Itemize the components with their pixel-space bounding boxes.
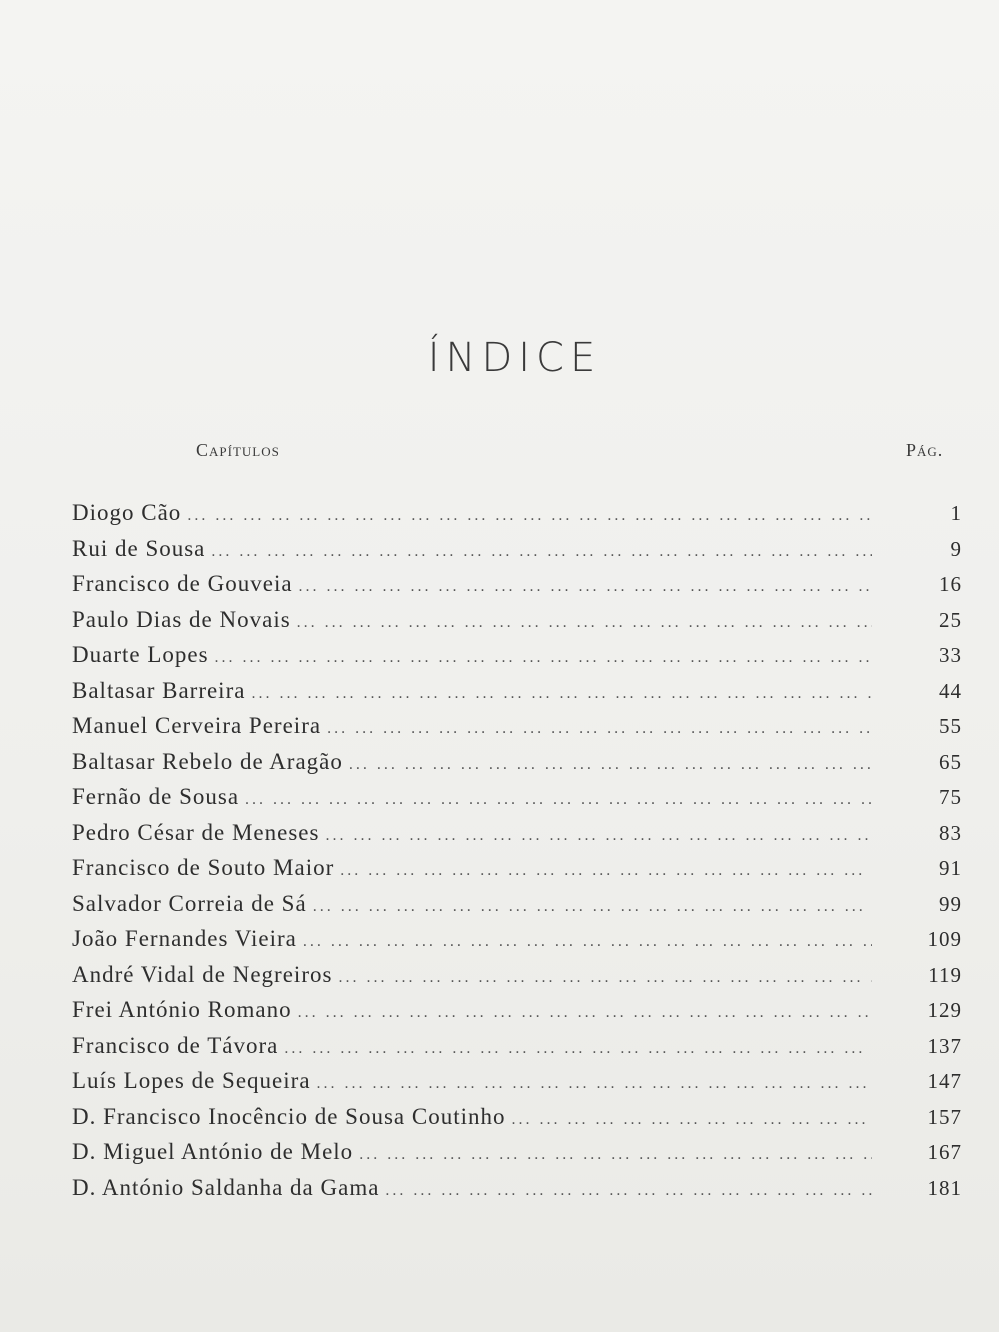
toc-entry — [72, 536, 962, 572]
toc-entry-page: 99 — [939, 891, 962, 916]
toc-entry-page: 167 — [927, 1140, 962, 1164]
toc-entry-title: Manuel Cerveira Pereira — [72, 713, 322, 738]
toc-entry-page: 1 — [950, 501, 962, 525]
toc-entry-title: Baltasar Rebelo de Aragão — [72, 748, 343, 774]
chapters-column-header: Capítulos — [196, 440, 280, 460]
dot-leader — [511, 1111, 872, 1129]
toc-entry-page: 9 — [950, 536, 962, 561]
table-of-contents — [72, 500, 962, 1210]
toc-entry-title: Francisco de Gouveia — [72, 571, 293, 596]
toc-entry-page: 55 — [939, 714, 962, 738]
toc-entry-title: João Fernandes Vieira — [72, 926, 297, 951]
toc-entry-title: D. Francisco Inocêncio de Sousa Coutinho — [72, 1103, 506, 1129]
page-column-header: Pág. — [906, 440, 944, 460]
dot-leader — [187, 507, 872, 525]
toc-entry-page: 83 — [939, 820, 962, 845]
toc-entry — [72, 678, 962, 714]
toc-entry — [72, 997, 962, 1033]
toc-entry-title: Francisco de Souto Maior — [72, 855, 335, 880]
dot-leader — [313, 898, 872, 916]
toc-entry-page: 91 — [939, 856, 962, 880]
toc-entry — [72, 571, 962, 607]
toc-entry-title: Duarte Lopes — [72, 642, 209, 667]
dot-leader — [317, 1075, 872, 1093]
toc-entry — [72, 500, 962, 536]
toc-entry — [72, 749, 962, 785]
toc-entry-page: 75 — [939, 785, 962, 809]
dot-leader — [297, 614, 872, 632]
dot-leader — [299, 578, 872, 596]
toc-entry-title: Baltasar Barreira — [72, 677, 246, 703]
toc-entry — [72, 855, 962, 891]
toc-entry-page: 16 — [939, 572, 962, 596]
toc-entry — [72, 1104, 962, 1140]
toc-entry-page: 129 — [927, 998, 962, 1022]
toc-entry-title: D. Miguel António de Melo — [72, 1139, 354, 1164]
toc-entry-title: Salvador Correia de Sá — [72, 890, 307, 916]
toc-entry — [72, 1033, 962, 1069]
dot-leader — [340, 862, 872, 880]
dot-leader — [284, 1040, 872, 1058]
dot-leader — [338, 969, 872, 987]
toc-entry-title: Paulo Dias de Novais — [72, 606, 291, 632]
toc-entry-title: Frei António Romano — [72, 997, 292, 1022]
toc-entry-title: Francisco de Távora — [72, 1032, 279, 1058]
dot-leader — [298, 1004, 872, 1022]
toc-entry-title: Luís Lopes de Sequeira — [72, 1068, 311, 1093]
dot-leader — [349, 756, 872, 774]
toc-entry-title: Fernão de Sousa — [72, 784, 240, 809]
toc-entry — [72, 784, 962, 820]
dot-leader — [327, 720, 872, 738]
page-title: ÍNDICE — [427, 335, 602, 381]
dot-leader — [245, 791, 872, 809]
toc-entry — [72, 820, 962, 856]
toc-entry-page: 109 — [927, 927, 962, 951]
toc-entry-title: Diogo Cão — [72, 500, 182, 525]
toc-entry-title: D. António Saldanha da Gama — [72, 1174, 380, 1200]
toc-entry — [72, 1175, 962, 1211]
toc-entry-page: 119 — [928, 962, 962, 987]
toc-entry — [72, 642, 962, 678]
toc-entry-page: 33 — [939, 643, 962, 667]
dot-leader — [303, 933, 872, 951]
toc-entry — [72, 607, 962, 643]
dot-leader — [215, 649, 872, 667]
toc-entry-title: Rui de Sousa — [72, 535, 206, 561]
toc-entry — [72, 1139, 962, 1175]
dot-leader — [251, 685, 872, 703]
toc-entry-page: 147 — [927, 1069, 962, 1093]
toc-entry-page: 157 — [927, 1104, 962, 1129]
dot-leader — [325, 827, 872, 845]
toc-entry — [72, 1068, 962, 1104]
dot-leader — [359, 1146, 872, 1164]
toc-entry — [72, 962, 962, 998]
toc-entry — [72, 891, 962, 927]
dot-leader — [385, 1182, 872, 1200]
toc-entry-page: 137 — [927, 1033, 962, 1058]
toc-entry-page: 65 — [939, 749, 962, 774]
toc-entry-title: André Vidal de Negreiros — [72, 961, 333, 987]
toc-entry-page: 181 — [927, 1175, 962, 1200]
toc-entry — [72, 926, 962, 962]
toc-entry-page: 44 — [939, 678, 962, 703]
dot-leader — [211, 543, 872, 561]
toc-entry-page: 25 — [939, 607, 962, 632]
toc-entry-title: Pedro César de Meneses — [72, 819, 320, 845]
toc-entry — [72, 713, 962, 749]
